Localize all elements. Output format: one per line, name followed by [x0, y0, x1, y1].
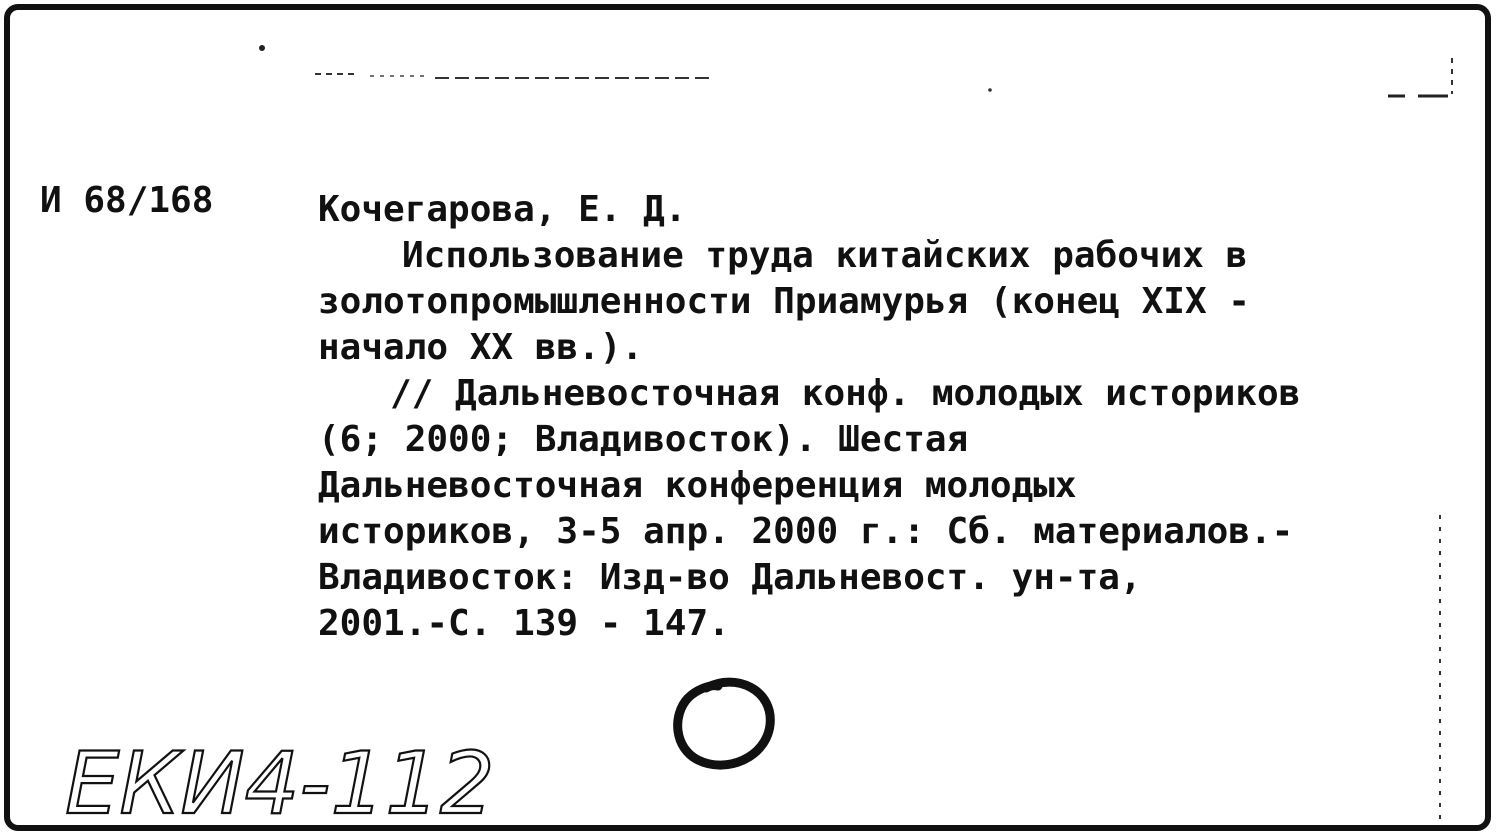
pages-line: 2001.-С. 139 - 147. [318, 603, 730, 644]
svg-text:ЕКИ4-112: ЕКИ4-112 [65, 734, 495, 834]
source-line-5: Владивосток: Изд-во Дальневост. ун-та, [318, 557, 1142, 598]
author-heading: Кочегарова, Е. Д. [318, 189, 687, 230]
source-line-3: Дальневосточная конференция молодых [318, 465, 1077, 506]
catalog-card [4, 4, 1491, 834]
handwritten-inventory-code [65, 725, 705, 834]
source-line-1: // Дальневосточная конф. молодых историков [390, 373, 1301, 414]
title-line-3: начало XX вв.). [318, 327, 644, 368]
shelf-mark: И 68/168 [40, 180, 214, 221]
title-line-2: золотопромышленности Приамурья (конец XIX - [318, 281, 1250, 322]
source-line-2: (6; 2000; Владивосток). Шестая [318, 419, 969, 460]
source-line-4: историков, 3-5 апр. 2000 г.: Сб. материалов.- [318, 511, 1294, 552]
title-line-1: Использование труда китайских рабочих в [402, 235, 1248, 276]
